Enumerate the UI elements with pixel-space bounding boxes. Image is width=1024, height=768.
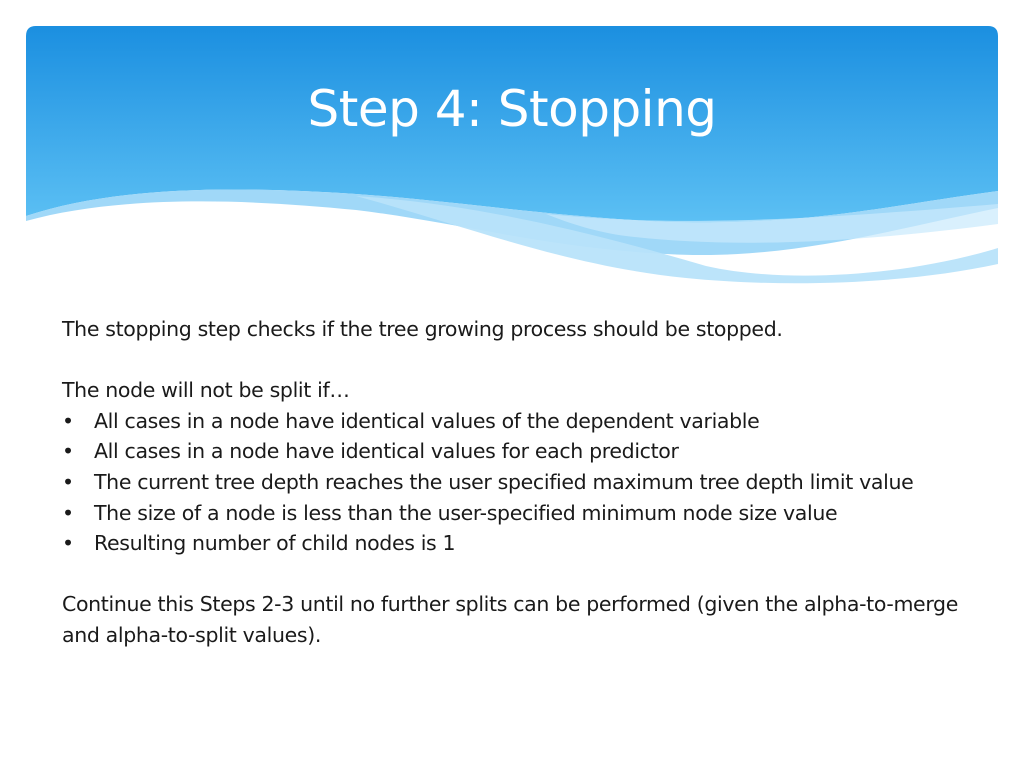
list-item bbox=[62, 406, 992, 437]
bullet-dot-icon: • bbox=[62, 408, 74, 433]
list-item-text: The size of a node is less than the user-specified minimum node size value bbox=[94, 500, 838, 525]
slide-title: Step 4: Stopping bbox=[307, 80, 717, 138]
spacer bbox=[62, 559, 992, 590]
header-banner bbox=[26, 26, 998, 284]
bullet-dot-icon: • bbox=[62, 469, 74, 494]
list-item-text: The current tree depth reaches the user specified maximum tree depth limit value bbox=[94, 469, 914, 494]
intro-paragraph: The stopping step checks if the tree growing process should be stopped. bbox=[62, 317, 783, 341]
closing-paragraph: Continue this Steps 2-3 until no further splits can be performed (given the alpha-to-merge and alpha-to-split values). bbox=[62, 592, 958, 647]
slide-body bbox=[62, 314, 992, 651]
list-item-text: All cases in a node have identical values of the dependent variable bbox=[94, 408, 760, 433]
list-item bbox=[62, 528, 992, 559]
conditions-list bbox=[62, 406, 992, 559]
list-item bbox=[62, 498, 992, 529]
wave-banner-graphic bbox=[26, 26, 998, 284]
bullet-dot-icon: • bbox=[62, 439, 74, 464]
list-item bbox=[62, 436, 992, 467]
list-item-text: All cases in a node have identical values for each predictor bbox=[94, 439, 679, 464]
list-item-text: Resulting number of child nodes is 1 bbox=[94, 531, 456, 556]
list-item bbox=[62, 467, 992, 498]
conditions-lead: The node will not be split if… bbox=[62, 378, 350, 403]
bullet-dot-icon: • bbox=[62, 500, 74, 525]
bullet-dot-icon: • bbox=[62, 531, 74, 556]
spacer bbox=[62, 345, 992, 376]
